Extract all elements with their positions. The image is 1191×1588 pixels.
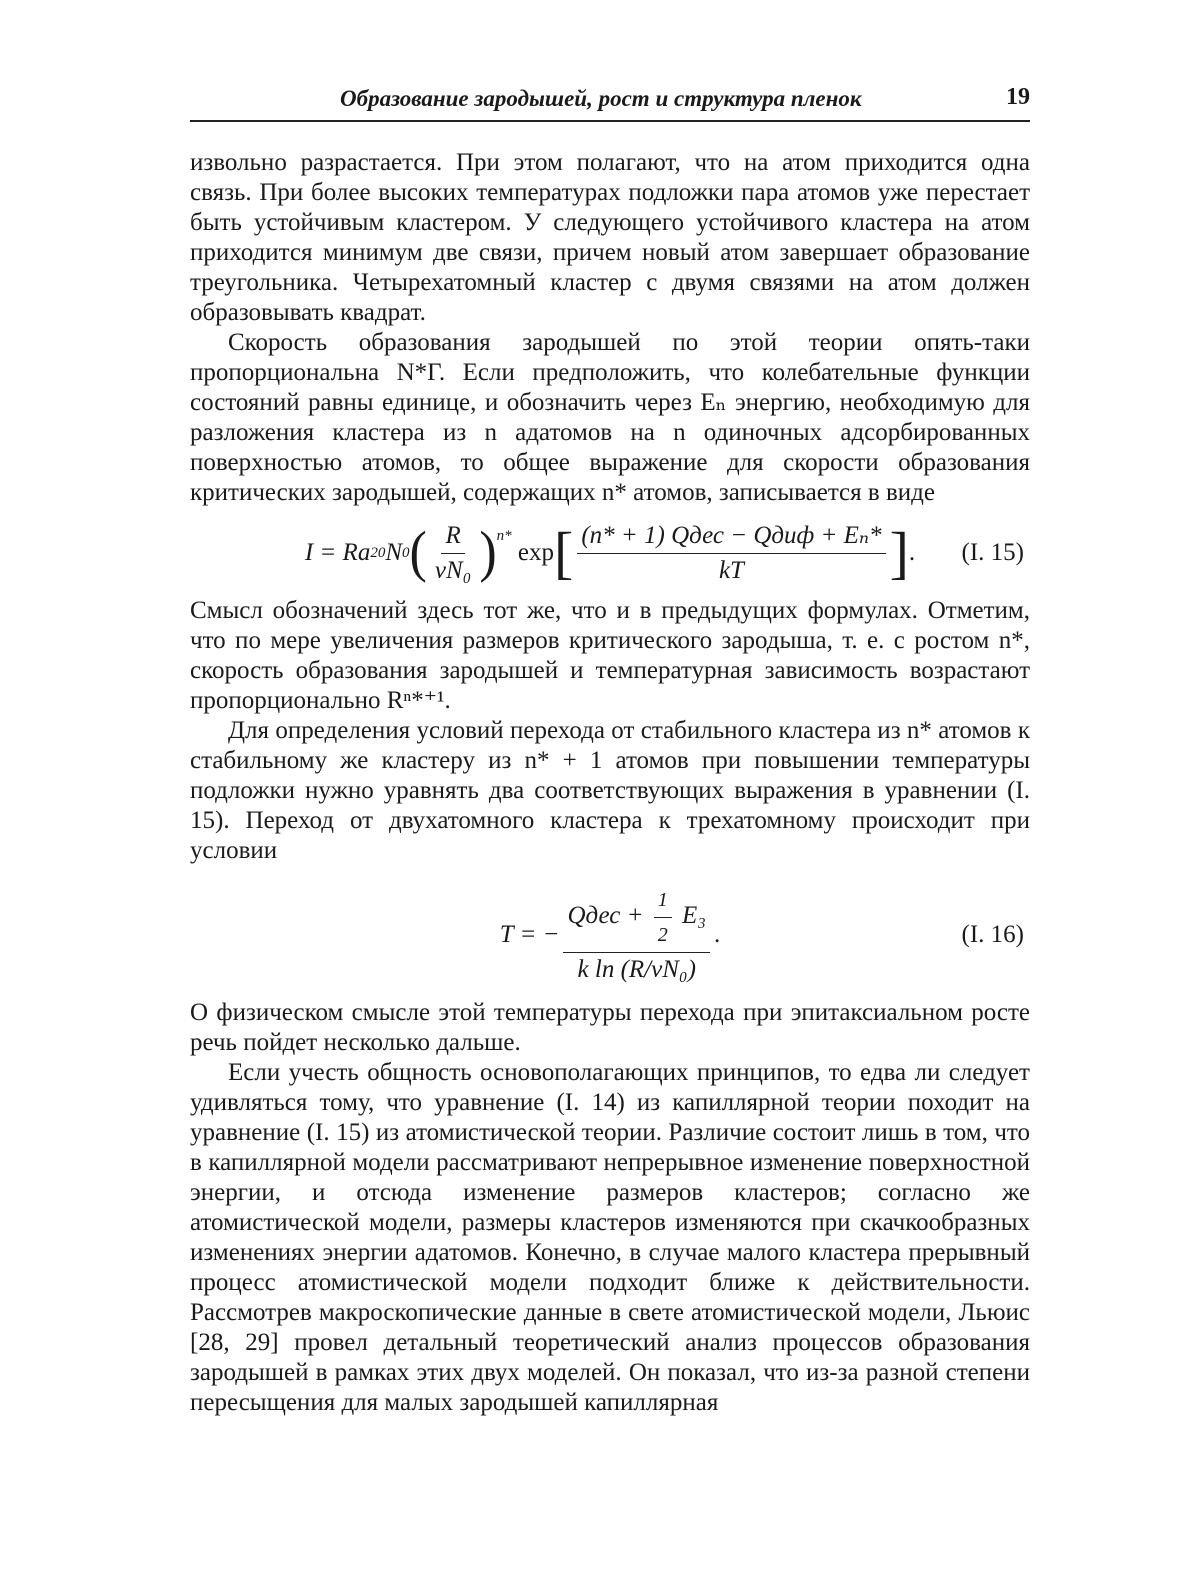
left-bracket: [ [554, 520, 574, 585]
eq15-lhs: I = Ra [304, 539, 371, 566]
left-paren: ( [409, 521, 427, 584]
eq15-fraction-2 [577, 521, 885, 586]
eq15-trail: . [908, 539, 916, 566]
eq15-n0: N [385, 539, 403, 566]
eq15-frac2-num: (n* + 1) Qдес − Qдиф + Eₙ* [577, 521, 885, 554]
eq15-a-sub: 0 [377, 545, 386, 561]
eq15-frac1-num: R [441, 521, 464, 554]
equation-i16 [190, 880, 1030, 990]
eq16-denominator: k ln (R/νN₀) [577, 956, 696, 983]
paragraph-2: Скорость образования зародышей по этой теории опять-таки пропорциональна N*Г. Если предположить, что колебательные функции состояний равны единице, и обозначить через Eₙ энергию, необходимую для разложения кластера из n адатомов на n одиночных адсорбированных поверхностью атомов, то общее выражение для скорости образования критических зародышей, содержащих n* атомов, записывается в виде [190, 329, 1030, 506]
eq15-n0-sub: 0 [402, 545, 410, 561]
eq16-trail: . [713, 921, 721, 948]
right-paren: ) [479, 521, 497, 584]
eq16-num-e: E₃ [681, 902, 706, 930]
right-bracket: ] [889, 520, 909, 585]
eq16-half [654, 885, 672, 950]
paragraph-4: Для определения условий перехода от стабильного кластера из n* атомов к стабильному же кластеру из n* + 1 атомов при повышении температуры подложки нужно уравнять два соответствующих выражения в уравнении (I. 15). Переход от двухатомного кластера к трехатомному происходит при условии [190, 717, 1030, 864]
eq15-outer-exp: n* [496, 527, 512, 544]
eq15-a-sup: 2 [370, 545, 378, 561]
eq16-fraction [563, 885, 709, 985]
eq16-numerator [563, 885, 709, 953]
eq16-half-num: 1 [654, 885, 672, 918]
eq15-frac2-den: kT [718, 556, 744, 584]
paragraph-6: Если учесть общность основополагающих принципов, то едва ли следует удивляться тому, что уравнение (I. 14) из капиллярной теории походит на уравнение (I. 15) из атомистической теории. Различие состоит лишь в том, что в капиллярной модели рассматривают непрерывное изменение поверхностной энергии, и отсюда изменение размеров кластеров; согласно же атомистической модели, размеры кластеров изменяются при скачкообразных изменениях энергии адатомов. Конечно, в случае малого кластера прерывный процесс атомистической модели подходит ближе к действительности. Рассмотрев макроскопические данные в свете атомистической модели, Льюис [28, 29] провел детальный теоретический анализ процессов образования зародышей в рамках этих двух моделей. Он показал, что из-за разной степени пересыщения для малых зародышей капиллярная [190, 1059, 1030, 1416]
equation-i15-expression [305, 521, 915, 586]
page-number: 19 [1006, 84, 1030, 110]
paragraph-5: О физическом смысле этой температуры перехода при эпитаксиальном росте речь пойдет несколько дальше. [190, 999, 1030, 1056]
equation-i15 [190, 518, 1030, 588]
eq16-num-q: Qдес + [567, 902, 650, 930]
eq16-lhs: T = − [499, 921, 560, 948]
paragraph-3: Смысл обозначений здесь тот же, что и в предыдущих формулах. Отметим, что по мере увеличения размеров критического зародыша, т. е. с ростом n*, скорость образования зародышей и температурная зависимость возрастают пропорционально Rⁿ*⁺¹. [190, 597, 1030, 714]
equation-number-i16: (I. 16) [961, 921, 1024, 948]
eq15-exp-word: exp [517, 539, 554, 566]
eq15-fraction-1 [431, 521, 475, 586]
eq16-half-den: 2 [657, 924, 668, 946]
eq15-frac1-den: νN₀ [434, 556, 472, 584]
equation-i16-expression [500, 885, 720, 985]
page-body [190, 148, 1030, 1418]
book-page [190, 70, 1030, 1418]
paragraph-1: извольно разрастается. При этом полагают, что на атом приходится одна связь. При более высоких температурах подложки пара атомов уже перестает быть устойчивым кластером. У следующего устойчивого кластера на атом приходится минимум две связи, причем новый атом завершает образование треугольника. Четырехатомный кластер с двумя связями на атом должен образовывать квадрат. [190, 149, 1030, 326]
equation-number-i15: (I. 15) [961, 539, 1024, 566]
page-header [190, 70, 1030, 122]
running-title: Образование зародышей, рост и структура пленок [340, 86, 862, 111]
